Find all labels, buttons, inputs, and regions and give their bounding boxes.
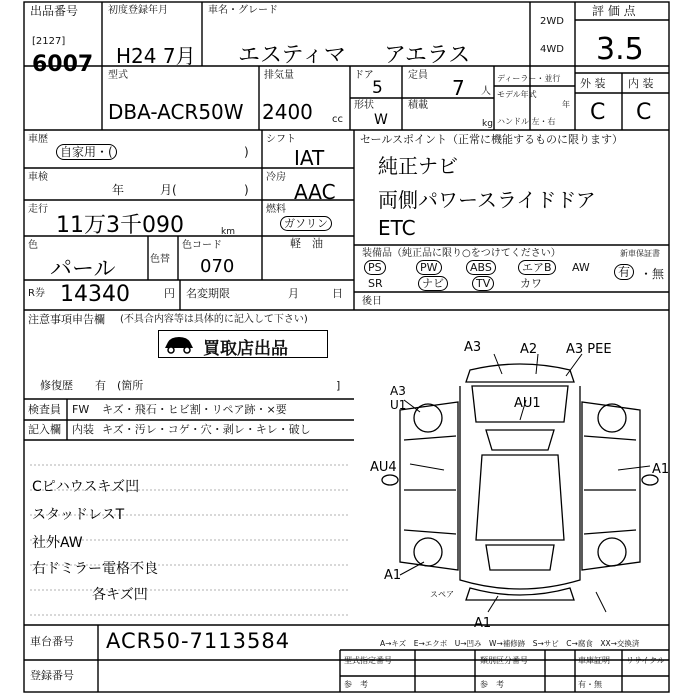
equip-pw-circled: PW [416, 260, 442, 275]
type-value: DBA-ACR50W [108, 100, 244, 124]
chassis-value: ACR50-7113584 [106, 629, 291, 653]
first-reg-label: 初度登録年月 [108, 5, 168, 16]
notice-note: (不具合内容等は具体的に記入して下さい) [120, 314, 308, 325]
warranty-no: ・無 [640, 267, 665, 281]
first-reg-value: H24 7月 [116, 44, 196, 68]
regno-label: 登録番号 [30, 669, 74, 682]
chassis-label: 車台番号 [30, 635, 74, 648]
garage-cert-label: 車庫証明 [578, 656, 610, 665]
equip-sr: SR [368, 277, 383, 290]
note-5: 各キズ凹 [92, 587, 148, 603]
fuel-label: 燃料 [266, 204, 286, 215]
mark-a3u1: A3 U1 [390, 384, 407, 412]
repair-label: 修復歴 有 (箇所 [40, 379, 144, 392]
recycle-label: リサイクル [626, 656, 665, 665]
ext-label: 外 装 [580, 77, 606, 90]
capacity-value: 7 [452, 76, 465, 100]
mark-au4: AU4 [370, 460, 397, 475]
buyback-text: 買取店出品 [203, 339, 288, 359]
colorcode-label: 色コード [182, 240, 222, 251]
equip-navi [418, 278, 448, 290]
notice-label: 注意事項申告欄 [28, 313, 105, 326]
shift-value: IAT [294, 146, 325, 170]
inspection-close: ) [244, 183, 249, 197]
name-change-md: 月 日 [288, 287, 343, 300]
history-close: ) [244, 145, 249, 159]
inspection-ym: 年 月( [112, 183, 177, 197]
year-mark: 年 [562, 100, 570, 109]
int-label: 内 装 [628, 77, 654, 90]
fuel-diesel: 軽 油 [290, 237, 323, 250]
disp-label: 排気量 [264, 70, 294, 81]
equip-abs [466, 262, 496, 274]
rating-label: 評 価 点 [592, 4, 636, 18]
interior-label: 内装 [72, 423, 94, 436]
car-name: エスティマ [238, 43, 346, 68]
garage-cert-value: 有・無 [578, 680, 602, 689]
note-4: 右ドミラー電格不良 [32, 561, 158, 577]
rear-seat-label: 後日 [362, 296, 382, 307]
inspection-label: 車検 [28, 172, 48, 183]
damage-legend: A→キズ E→エクボ U→凹み W→補修跡 S→サビ C→腐食 XX→交換済 [380, 639, 640, 648]
equip-abs-circled: ABS [466, 260, 496, 275]
type-label: 型式 [108, 70, 128, 81]
inspector-label: 検査員 [28, 403, 61, 416]
mark-a1-right: A1 [652, 462, 670, 477]
equip-tv [472, 278, 494, 290]
car-grade: アエラス [384, 43, 471, 68]
handle-label: ハンドル 左・右 [497, 117, 556, 126]
yen-unit: 円 [164, 287, 175, 300]
mark-a2-top: A2 [520, 342, 538, 357]
ext-grade: C [590, 100, 606, 125]
fuel-gas [280, 218, 332, 230]
mark-a3-top: A3 [464, 340, 482, 355]
mileage-label: 走行 [28, 204, 48, 215]
mileage-value: 11万3千090 [56, 213, 184, 238]
name-change-label: 名変期限 [186, 287, 230, 300]
load-label: 積載 [408, 100, 428, 111]
equip-leather: カワ [520, 277, 542, 290]
equip-ps-circled: PS [364, 260, 386, 275]
mark-au1: AU1 [514, 396, 541, 411]
doors-value: 5 [372, 78, 383, 98]
car-damage-diagram [360, 330, 665, 630]
ac-value: AAC [294, 180, 336, 204]
recolor-label: 色替 [150, 254, 170, 265]
doors-label: ドア [354, 70, 374, 81]
car-icon [163, 334, 195, 354]
mark-a3pee: A3 PEE [566, 342, 612, 357]
equip-tv-circled: TV [472, 276, 494, 291]
kg-unit: kg [482, 119, 493, 129]
note-3: 社外AW [32, 535, 83, 551]
equip-navi-circled: ナビ [418, 276, 448, 291]
int-grade: C [636, 100, 652, 125]
spare-label: スペア [430, 590, 454, 599]
fw-label: FW [72, 403, 90, 416]
equip-airbag [518, 262, 556, 274]
entry-label: 記入欄 [28, 423, 61, 436]
equip-airbag-circled: エアB [518, 260, 556, 275]
sales-point-3: ETC [378, 216, 416, 240]
history-value [56, 146, 117, 158]
class-no-ref: 参 考 [480, 680, 504, 689]
equip-pw [416, 262, 442, 274]
color-value: パール [50, 257, 116, 282]
sales-point-2: 両側パワースライドドア [378, 188, 596, 212]
km-unit: km [221, 227, 235, 237]
equip-label: 装備品（純正品に限り○をつけてください） [362, 248, 561, 259]
person-unit: 人 [481, 86, 491, 97]
equip-aw: AW [572, 261, 590, 274]
note-1: Cピハウスキズ凹 [32, 479, 140, 495]
history-label: 車歴 [28, 134, 48, 145]
sales-point-1: 純正ナビ [378, 154, 458, 178]
lot-number: 6007 [32, 52, 94, 77]
buyback-stamp [158, 330, 328, 358]
shape-label: 形状 [354, 100, 374, 111]
lot-no-label: 出品番号 [30, 4, 79, 18]
fw-items: キズ・飛石・ヒビ割・リペア跡・×要 [102, 403, 287, 416]
warranty-label: 新車保証書 [620, 249, 660, 258]
r-label: R券 [28, 288, 45, 299]
warranty-yes-circled: 有 [614, 264, 634, 280]
drive-2wd: 2WD [540, 16, 564, 27]
repair-close: ] [336, 379, 341, 392]
lot-code: [2127] [32, 36, 66, 47]
drive-4wd: 4WD [540, 44, 564, 55]
note-2: スタッドレスT [32, 507, 125, 523]
mark-a1-left: A1 [384, 568, 402, 583]
history-circled: 自家用・( [56, 144, 117, 160]
r-value: 14340 [60, 282, 130, 307]
dealer-label: ディーラー・並行 [497, 74, 561, 83]
name-grade-label: 車名・グレード [208, 5, 278, 16]
cc-unit: cc [332, 114, 343, 125]
model-no-label: 型式指定番号 [344, 656, 392, 665]
ac-label: 冷房 [266, 172, 286, 183]
mark-a1-bottom: A1 [474, 616, 492, 631]
capacity-label: 定員 [408, 70, 428, 81]
rating-value: 3.5 [596, 32, 644, 67]
disp-value: 2400 [262, 100, 313, 124]
warranty-yes [614, 266, 634, 278]
fuel-gas-circled: ガソリン [280, 216, 332, 231]
colorcode-value: 070 [200, 256, 235, 277]
model-year-label: モデル年式 [497, 90, 537, 99]
class-no-label: 類別区分番号 [480, 656, 528, 665]
model-no-ref: 参 考 [344, 680, 368, 689]
interior-items: キズ・汚レ・コゲ・穴・剥レ・キレ・破し [102, 423, 311, 436]
equip-ps [364, 262, 386, 274]
shape-value: W [374, 112, 388, 128]
sales-label: セールスポイント（正常に機能するものに限ります） [360, 133, 624, 146]
shift-label: シフト [266, 134, 296, 145]
color-label: 色 [28, 240, 38, 251]
